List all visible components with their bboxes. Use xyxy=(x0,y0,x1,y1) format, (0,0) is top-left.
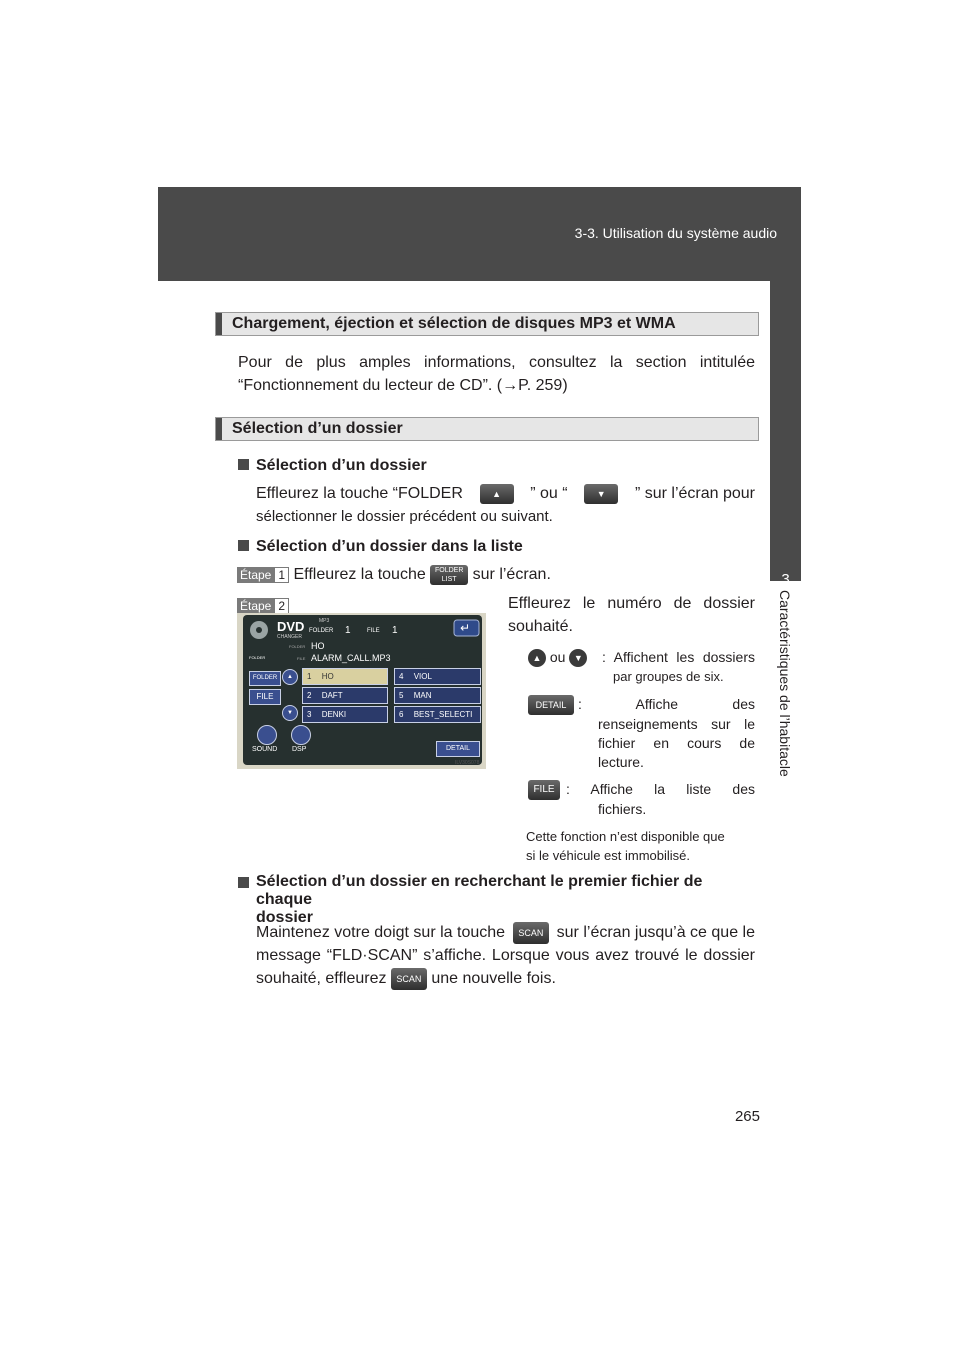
note-line: si le véhicule est immobilisé. xyxy=(526,848,691,863)
screen-folder-number: 1 xyxy=(345,625,351,636)
subheading-text: dossier xyxy=(256,909,313,926)
legend-note xyxy=(526,827,758,865)
audio-screen-illustration xyxy=(237,613,486,769)
item-name: VIOL xyxy=(413,672,432,681)
screen-up-icon: ▲ xyxy=(282,669,298,685)
legend-text: lecture. xyxy=(598,754,644,771)
folder-down-button-icon: ▼ xyxy=(584,484,618,504)
subheading-text: Sélection d’un dossier xyxy=(256,457,427,474)
legend-text: renseignements sur le xyxy=(598,716,755,733)
page-number: 265 xyxy=(734,1108,760,1125)
screen-file-label: FILE xyxy=(367,628,380,634)
text: sur l’écran. xyxy=(472,566,551,583)
up-arrow-icon: ▲ xyxy=(528,649,546,667)
paragraph-line: souhaité. xyxy=(508,618,573,635)
text: une nouvelle fois. xyxy=(431,970,556,987)
screen-folder-name-label: FOLDER xyxy=(289,644,306,649)
step1-line xyxy=(237,563,551,587)
screen-sound-label: SOUND xyxy=(252,746,278,753)
screen-folder-label: FOLDER xyxy=(309,628,334,634)
screen-file-button: FILE xyxy=(249,689,281,705)
screen-file-name-label: FILE xyxy=(297,656,306,661)
screen-list-item xyxy=(394,668,481,685)
header-band xyxy=(158,187,801,281)
paragraph-line: “Fonctionnement du lecteur de CD”. (→P. 259) xyxy=(238,377,568,394)
screen-mode: DVD xyxy=(277,619,305,634)
file-button-icon: FILE xyxy=(528,780,560,800)
item-number: 6 xyxy=(399,710,404,719)
image-code: ILV30S078 xyxy=(455,760,480,766)
legend-file xyxy=(528,780,755,819)
text: ou xyxy=(549,649,566,665)
screen-list-item xyxy=(302,668,388,685)
chapter-number: 3 xyxy=(781,571,790,588)
step-label: Étape xyxy=(237,598,274,614)
screen-file-number: 1 xyxy=(392,625,398,636)
item-name: HO xyxy=(321,672,334,681)
note-line: Cette fonction n’est disponible que xyxy=(526,829,725,844)
subheading-select-in-list xyxy=(238,538,523,556)
legend-detail xyxy=(528,695,755,772)
chapter-tab xyxy=(770,281,801,588)
text: Effleurez la touche “FOLDER xyxy=(256,485,463,502)
text: Effleurez la touche xyxy=(293,566,426,583)
subheading-scan xyxy=(238,873,755,927)
screen-list-item xyxy=(302,687,388,704)
down-arrow-icon: ▼ xyxy=(569,649,587,667)
item-name: DAFT xyxy=(321,691,343,700)
section1-paragraph xyxy=(238,351,755,397)
scan-button-icon: SCAN xyxy=(513,922,549,944)
chapter-title: Caractéristiques de l’habitacle xyxy=(777,590,793,777)
screen-mp3: MP3 xyxy=(319,618,330,624)
step-badge xyxy=(237,564,289,587)
legend-text: : Affiche la liste des xyxy=(566,781,755,797)
section-heading-1 xyxy=(215,312,759,336)
item-name: MAN xyxy=(413,691,432,700)
screen-changer: CHANGER xyxy=(277,634,303,640)
item-name: DENKI xyxy=(321,710,347,719)
detail-button-icon: DETAIL xyxy=(528,695,574,715)
screen-file-name: ALARM_CALL.MP3 xyxy=(311,653,391,663)
legend-updown xyxy=(528,648,755,686)
screen-list-item xyxy=(302,706,388,723)
dsp-icon xyxy=(291,725,311,745)
step2-text xyxy=(508,592,755,638)
paragraph-line: Effleurez le numéro de dossier xyxy=(508,595,755,612)
chapter-title-vertical xyxy=(760,590,810,830)
screen-folder-small-label: FOLDER xyxy=(249,655,266,660)
screen-list-item xyxy=(394,687,481,704)
paragraph-line: message “FLD·SCAN” s’affiche. Lorsque vous avez trouvé le dossier xyxy=(256,947,755,964)
paragraph-line: Pour de plus amples informations, consultez la section intitulée xyxy=(238,354,755,371)
square-bullet-icon xyxy=(238,540,249,551)
svg-text:↵: ↵ xyxy=(460,621,471,635)
scan-button-icon: SCAN xyxy=(391,968,427,990)
square-bullet-icon xyxy=(238,459,249,470)
screen-dsp-label: DSP xyxy=(292,746,307,753)
text: souhaité, effleurez xyxy=(256,970,387,987)
subheading-select-folder xyxy=(238,457,427,475)
section-heading-text: Chargement, éjection et sélection de disques MP3 et WMA xyxy=(232,315,676,332)
screen-list-item xyxy=(394,706,481,723)
legend-text: : Affichent les dossiers xyxy=(602,649,755,665)
legend-text: fichiers. xyxy=(598,801,647,818)
item-number: 1 xyxy=(307,672,312,681)
legend-text: fichier en cours de xyxy=(598,735,755,752)
screen-folder-name: HO xyxy=(311,641,325,651)
step-number: 2 xyxy=(274,598,289,614)
sub1-paragraph xyxy=(256,482,755,528)
legend-text: par groupes de six. xyxy=(613,669,724,685)
subheading-text: Sélection d’un dossier dans la liste xyxy=(256,538,523,555)
text: ” sur l’écran pour xyxy=(634,485,755,502)
header-title: 3-3. Utilisation du système audio xyxy=(574,225,777,241)
item-number: 2 xyxy=(307,691,312,700)
sound-icon xyxy=(257,725,277,745)
section-heading-text: Sélection d’un dossier xyxy=(232,420,403,437)
text: sur l’écran jusqu’à ce que le xyxy=(556,924,755,941)
item-name: BEST_SELECTI xyxy=(413,710,473,719)
text: Maintenez votre doigt sur la touche xyxy=(256,924,506,941)
sub3-paragraph xyxy=(256,921,755,990)
screen-folder-button: FOLDER xyxy=(249,671,281,686)
item-number: 4 xyxy=(399,672,404,681)
screen-down-icon: ▼ xyxy=(282,705,298,721)
screen-detail-button: DETAIL xyxy=(436,741,480,757)
step-number: 1 xyxy=(274,567,289,583)
legend-text: : Affiche des xyxy=(578,696,755,712)
folder-list-button-icon: FOLDER LIST xyxy=(430,565,468,585)
item-number: 5 xyxy=(399,691,404,700)
item-number: 3 xyxy=(307,710,312,719)
step-label: Étape xyxy=(237,567,274,583)
folder-up-button-icon: ▲ xyxy=(480,484,514,504)
section-heading-2 xyxy=(215,417,759,441)
square-bullet-icon xyxy=(238,877,249,888)
text: ” ou “ xyxy=(530,485,568,502)
subheading-text: Sélection d’un dossier en recherchant le premier fichier de chaque xyxy=(256,873,703,908)
paragraph-line: sélectionner le dossier précédent ou suivant. xyxy=(256,508,553,525)
